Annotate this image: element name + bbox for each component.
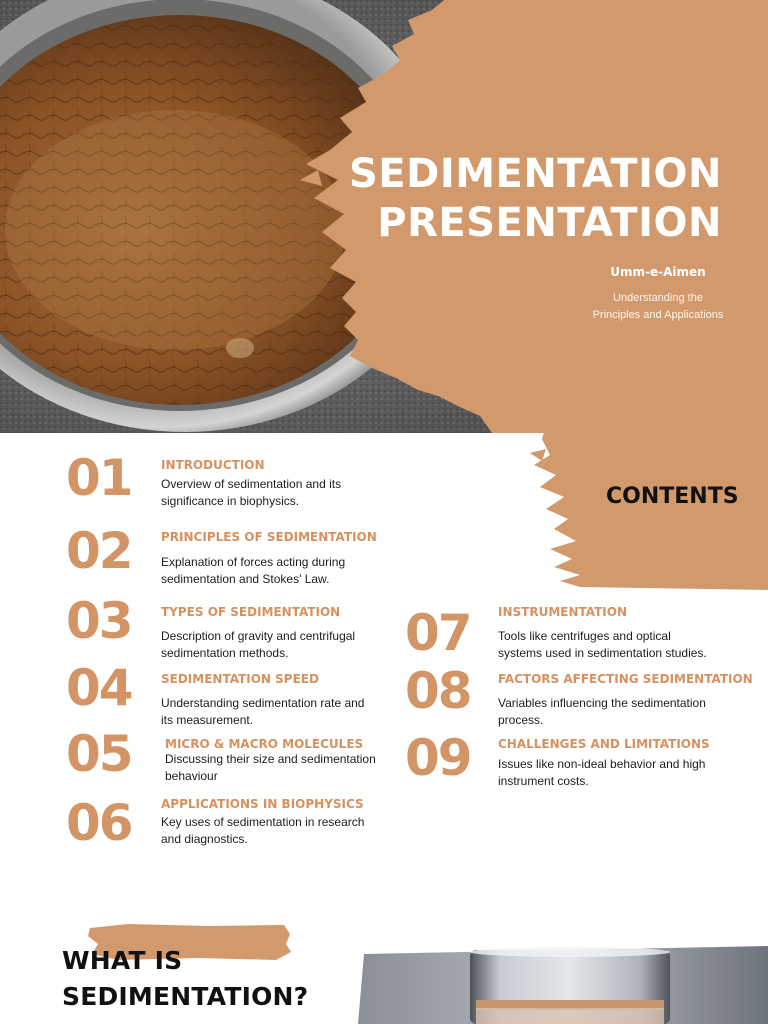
item-title-instrumentation: INSTRUMENTATION bbox=[498, 605, 628, 619]
beaker-photo bbox=[358, 944, 768, 1024]
item-title-introduction: INTRODUCTION bbox=[161, 458, 265, 472]
item-desc-challenges-line2: instrument costs. bbox=[498, 774, 589, 788]
author-name: Umm-e-Aimen bbox=[610, 265, 706, 279]
presentation-title-line1: SEDIMENTATION bbox=[348, 151, 722, 197]
item-number-08: 08 bbox=[405, 662, 471, 720]
subtitle-line2: Principles and Applications bbox=[592, 309, 724, 321]
presentation-title-line2: PRESENTATION bbox=[377, 200, 722, 246]
item-title-molecules: MICRO & MACRO MOLECULES bbox=[165, 737, 364, 751]
item-number-05: 05 bbox=[66, 725, 132, 783]
item-desc-challenges-line1: Issues like non-ideal behavior and high bbox=[498, 757, 706, 771]
item-desc-factors-line2: process. bbox=[498, 713, 544, 727]
item-desc-applications-line1: Key uses of sedimentation in research bbox=[161, 815, 365, 829]
contents-heading: CONTENTS bbox=[606, 484, 739, 509]
item-title-challenges: CHALLENGES AND LIMITATIONS bbox=[498, 737, 710, 751]
item-desc-instrumentation-line2: systems used in sedimentation studies. bbox=[498, 646, 707, 660]
item-number-03: 03 bbox=[66, 592, 132, 650]
item-desc-speed-line1: Understanding sedimentation rate and bbox=[161, 696, 365, 710]
item-desc-principles-line2: sedimentation and Stokes' Law. bbox=[161, 572, 330, 586]
item-desc-instrumentation-line1: Tools like centrifuges and optical bbox=[498, 629, 671, 643]
subtitle-line1: Understanding the bbox=[613, 292, 703, 304]
item-title-factors: FACTORS AFFECTING SEDIMENTATION bbox=[498, 672, 753, 686]
item-number-04: 04 bbox=[66, 659, 132, 717]
item-desc-molecules-line2: behaviour bbox=[165, 769, 218, 783]
section-heading-line1: WHAT IS bbox=[62, 946, 183, 975]
item-desc-types-line1: Description of gravity and centrifugal bbox=[161, 629, 356, 643]
item-desc-speed-line2: its measurement. bbox=[161, 713, 254, 727]
item-title-types: TYPES OF SEDIMENTATION bbox=[161, 605, 341, 619]
item-desc-introduction-line2: significance in biophysics. bbox=[161, 494, 300, 508]
item-title-applications: APPLICATIONS IN BIOPHYSICS bbox=[161, 797, 364, 811]
item-title-speed: SEDIMENTATION SPEED bbox=[161, 672, 319, 686]
item-number-06: 06 bbox=[66, 794, 132, 852]
item-desc-applications-line2: and diagnostics. bbox=[161, 832, 248, 846]
item-number-01: 01 bbox=[66, 449, 132, 507]
item-desc-types-line2: sedimentation methods. bbox=[161, 646, 289, 660]
item-desc-principles-line1: Explanation of forces acting during bbox=[161, 555, 346, 569]
item-title-principles: PRINCIPLES OF SEDIMENTATION bbox=[161, 530, 377, 544]
item-desc-introduction-line1: Overview of sedimentation and its bbox=[161, 477, 342, 491]
item-number-09: 09 bbox=[405, 729, 471, 787]
item-number-07: 07 bbox=[405, 604, 471, 662]
item-desc-factors-line1: Variables influencing the sedimentation bbox=[498, 696, 706, 710]
hero-banner bbox=[0, 0, 768, 433]
item-desc-molecules-line1: Discussing their size and sedimentation bbox=[165, 752, 376, 766]
section-heading-line2: SEDIMENTATION? bbox=[62, 982, 309, 1011]
item-number-02: 02 bbox=[66, 522, 132, 580]
